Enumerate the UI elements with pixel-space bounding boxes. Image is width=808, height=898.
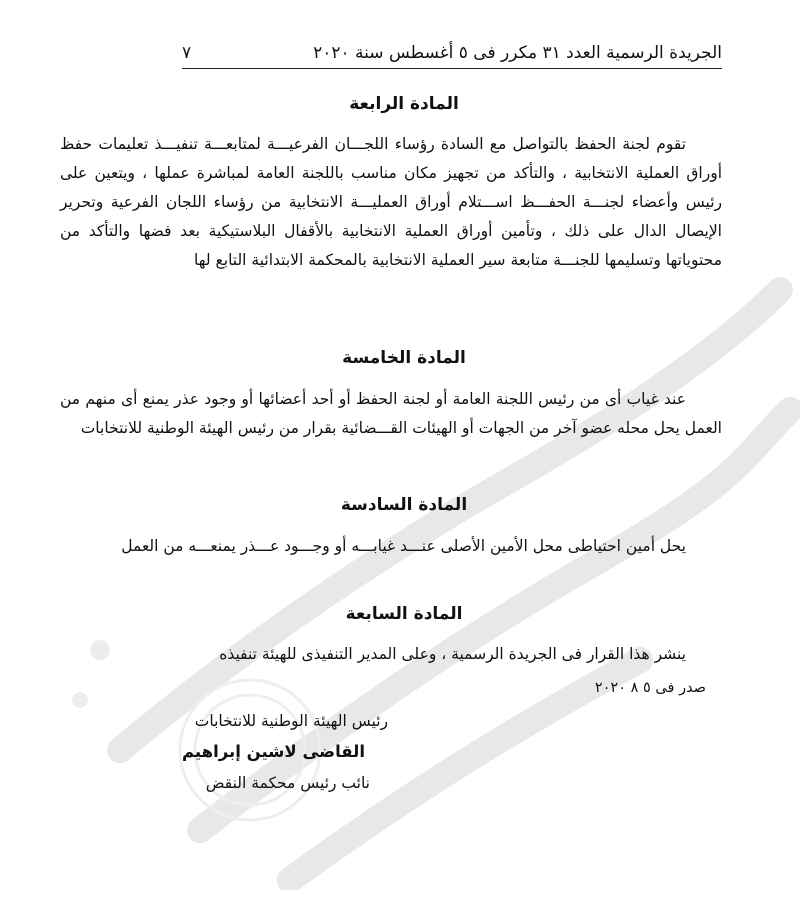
- page-number: ٧: [182, 43, 192, 63]
- running-title: الجريدة الرسمية العدد ٣١ مكرر فى ٥ أغسطس سنة ٢٠٢٠: [313, 43, 722, 63]
- signatory-position: نائب رئيس محكمة النقض: [205, 774, 370, 792]
- article-4-title: المادة الرابعة: [349, 94, 459, 114]
- article-6-text: يحل أمين احتياطى محل الأمين الأصلى عنـــد غيابـــه أو وجـــود عـــذر يمنعـــه من العمل: [121, 537, 686, 555]
- article-6-title: المادة السادسة: [340, 495, 468, 515]
- signatory-name: القاضى لاشين إبراهيم: [181, 742, 365, 761]
- article-7-text: ينشر هذا القرار فى الجريدة الرسمية ، وعلى المدير التنفيذى للهيئة تنفيذه: [219, 645, 686, 663]
- article-5-text: عند غياب أى من رئيس اللجنة العامة أو لجنة الحفظ أو أحد أعضائها أو وجود عذر يمنع أى منهم من العمل يحل محله عضو آخر من الجهات أو الهيئات القـــضائية بقرار من رئيس الهيئة الوطنية للانتخابات: [60, 390, 722, 437]
- article-4-text: تقوم لجنة الحفظ بالتواصل مع السادة رؤساء اللجـــان الفرعيـــة لمتابعـــة تنفيـــذ تعليمات حفظ أوراق العملية الانتخابية ، والتأكد من تجهيز مكان مناسب باللجنة العامة لمباشرة عملها ، ويتعين على رئيس وأعضاء لجنـــة الحفـــظ اســـتلام أوراق العمليـــة الانتخابية من رؤساء اللجان الفرعية وتحرير الإيصال الدال على ذلك ، وتأمين أوراق العملية الانتخابية بالأقفال البلاستيكية بعد فضها والتأكد من محتوياتها وتسليمها للجنـــة متابعة سير العملية الانتخابية بالمحكمة الابتدائية التابع لها: [60, 135, 722, 269]
- signatory-office: رئيس الهيئة الوطنية للانتخابات: [194, 712, 388, 730]
- article-7-title: المادة السابعة: [345, 604, 463, 624]
- article-5-title: المادة الخامسة: [342, 348, 466, 368]
- running-header: [182, 38, 722, 69]
- issue-date: صدر فى ٥ ٨ ٢٠٢٠: [594, 680, 706, 696]
